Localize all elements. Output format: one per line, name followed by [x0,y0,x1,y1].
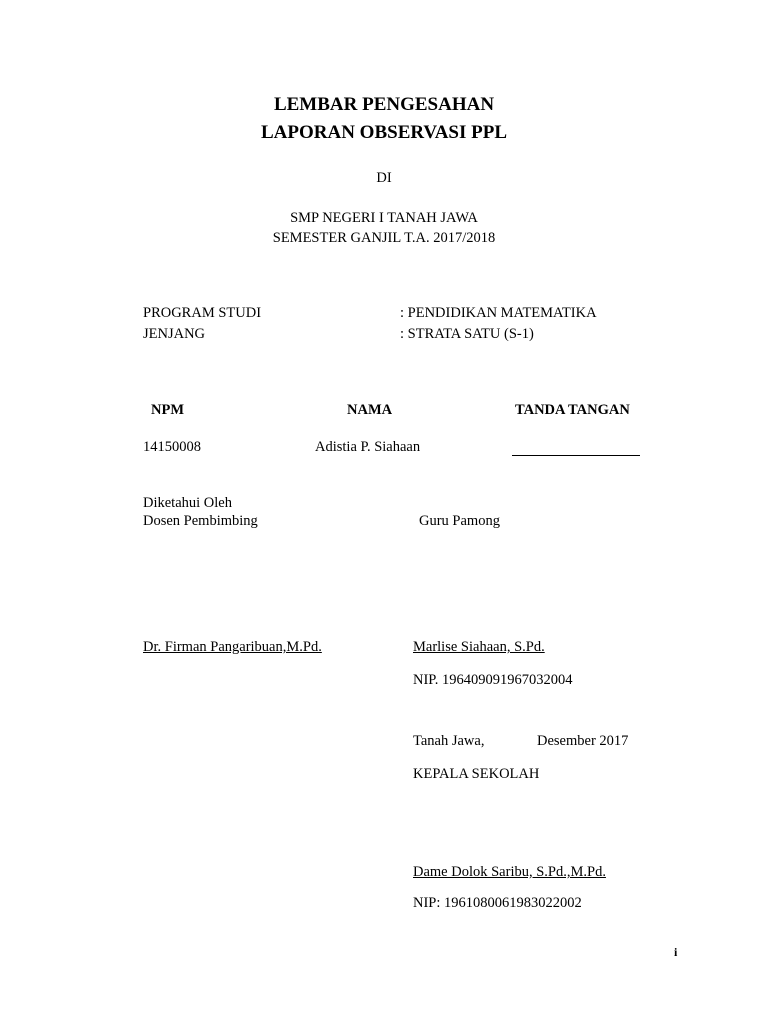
signature-line [512,455,640,456]
mentor-role: Guru Pamong [419,513,500,529]
table-header-npm: NPM [151,402,185,418]
location-preposition: DI [376,170,392,186]
row-npm: 14150008 [143,439,201,455]
principal-name: Dame Dolok Saribu, S.Pd.,M.Pd. [413,864,606,880]
program-value: : PENDIDIKAN MATEMATIKA [400,305,597,321]
supervisor-role: Dosen Pembimbing [143,513,258,529]
table-header-signature: TANDA TANGAN [515,402,630,418]
level-value: : STRATA SATU (S-1) [400,326,534,342]
table-header-nama: NAMA [347,402,393,418]
semester-info: SEMESTER GANJIL T.A. 2017/2018 [272,230,496,246]
known-by-label: Diketahui Oleh [143,495,232,511]
level-label: JENJANG [143,326,206,342]
page-number: i [674,945,678,959]
program-label: PROGRAM STUDI [143,305,262,321]
principal-role: KEPALA SEKOLAH [413,766,540,782]
row-nama: Adistia P. Siahaan [315,439,421,455]
principal-nip: NIP: 1961080061983022002 [413,895,582,911]
page-title: LEMBAR PENGESAHAN [273,94,495,115]
page-subtitle: LAPORAN OBSERVASI PPL [260,122,508,143]
mentor-nip: NIP. 196409091967032004 [413,672,573,688]
supervisor-name: Dr. Firman Pangaribuan,M.Pd. [143,639,322,655]
place-label: Tanah Jawa, [413,733,485,749]
school-name: SMP NEGERI I TANAH JAWA [290,210,478,226]
mentor-name: Marlise Siahaan, S.Pd. [413,639,545,655]
date-label: Desember 2017 [537,733,629,749]
